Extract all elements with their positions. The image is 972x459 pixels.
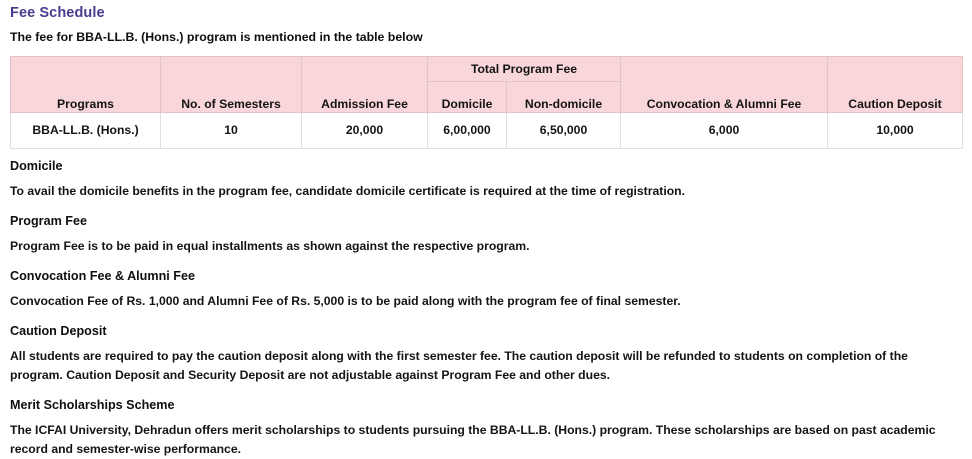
column-header-convocation-alumni-fee: Convocation & Alumni Fee — [621, 56, 828, 112]
cell-programs: BBA-LL.B. (Hons.) — [11, 112, 161, 148]
section-heading-domicile: Domicile — [10, 158, 63, 173]
section-body-convocation-alumni-fee: Convocation Fee of Rs. 1,000 and Alumni Fee of Rs. 5,000 is to be paid along with the program fee of final semester. — [10, 294, 681, 308]
section-body-domicile: To avail the domicile benefits in the program fee, candidate domicile certificate is required at the time of registration. — [10, 183, 685, 198]
cell-no-of-semesters: 10 — [161, 112, 302, 148]
cell-non-domicile: 6,50,000 — [507, 112, 621, 148]
column-header-caution-deposit: Caution Deposit — [828, 56, 963, 112]
intro-text: The fee for BBA-LL.B. (Hons.) program is mentioned in the table below — [10, 29, 423, 44]
cell-convocation-alumni-fee: 6,000 — [621, 112, 828, 148]
section-heading-program-fee: Program Fee — [10, 213, 87, 228]
table-header — [11, 56, 963, 112]
cell-caution-deposit: 10,000 — [828, 112, 963, 148]
section-heading-caution-deposit: Caution Deposit — [10, 323, 107, 338]
column-header-programs: Programs — [11, 56, 161, 112]
table-header-group-row — [11, 56, 963, 81]
cell-domicile: 6,00,000 — [428, 112, 507, 148]
page-title: Fee Schedule — [10, 5, 105, 21]
column-header-non-domicile: Non-domicile — [507, 81, 621, 112]
section-heading-merit-scholarships-scheme: Merit Scholarships Scheme — [10, 397, 175, 412]
column-header-no-of-semesters: No. of Semesters — [161, 56, 302, 112]
column-header-admission-fee: Admission Fee — [302, 56, 428, 112]
section-body-program-fee: Program Fee is to be paid in equal installments as shown against the respective program. — [10, 238, 530, 253]
notes-sections — [10, 149, 962, 459]
section-body-merit-scholarships-scheme: The ICFAI University, Dehradun offers merit scholarships to students pursuing the BBA-LL.B. (Hons.) program. These scholarships are based on past academic record and semester-wise performance. — [10, 422, 936, 456]
cell-admission-fee: 20,000 — [302, 112, 428, 148]
fee-schedule-table — [10, 56, 963, 149]
table-row — [11, 112, 963, 148]
column-header-domicile: Domicile — [428, 81, 507, 112]
table-body — [11, 112, 963, 148]
column-group-header-total-program-fee: Total Program Fee — [428, 56, 621, 81]
section-heading-convocation-alumni-fee: Convocation Fee & Alumni Fee — [10, 268, 195, 283]
section-body-caution-deposit: All students are required to pay the caution deposit along with the first semester fee. The caution deposit will be refunded to students on completion of the program. Caution Deposit and Security Deposit are not adjustable against Program Fee and other dues. — [10, 349, 908, 382]
